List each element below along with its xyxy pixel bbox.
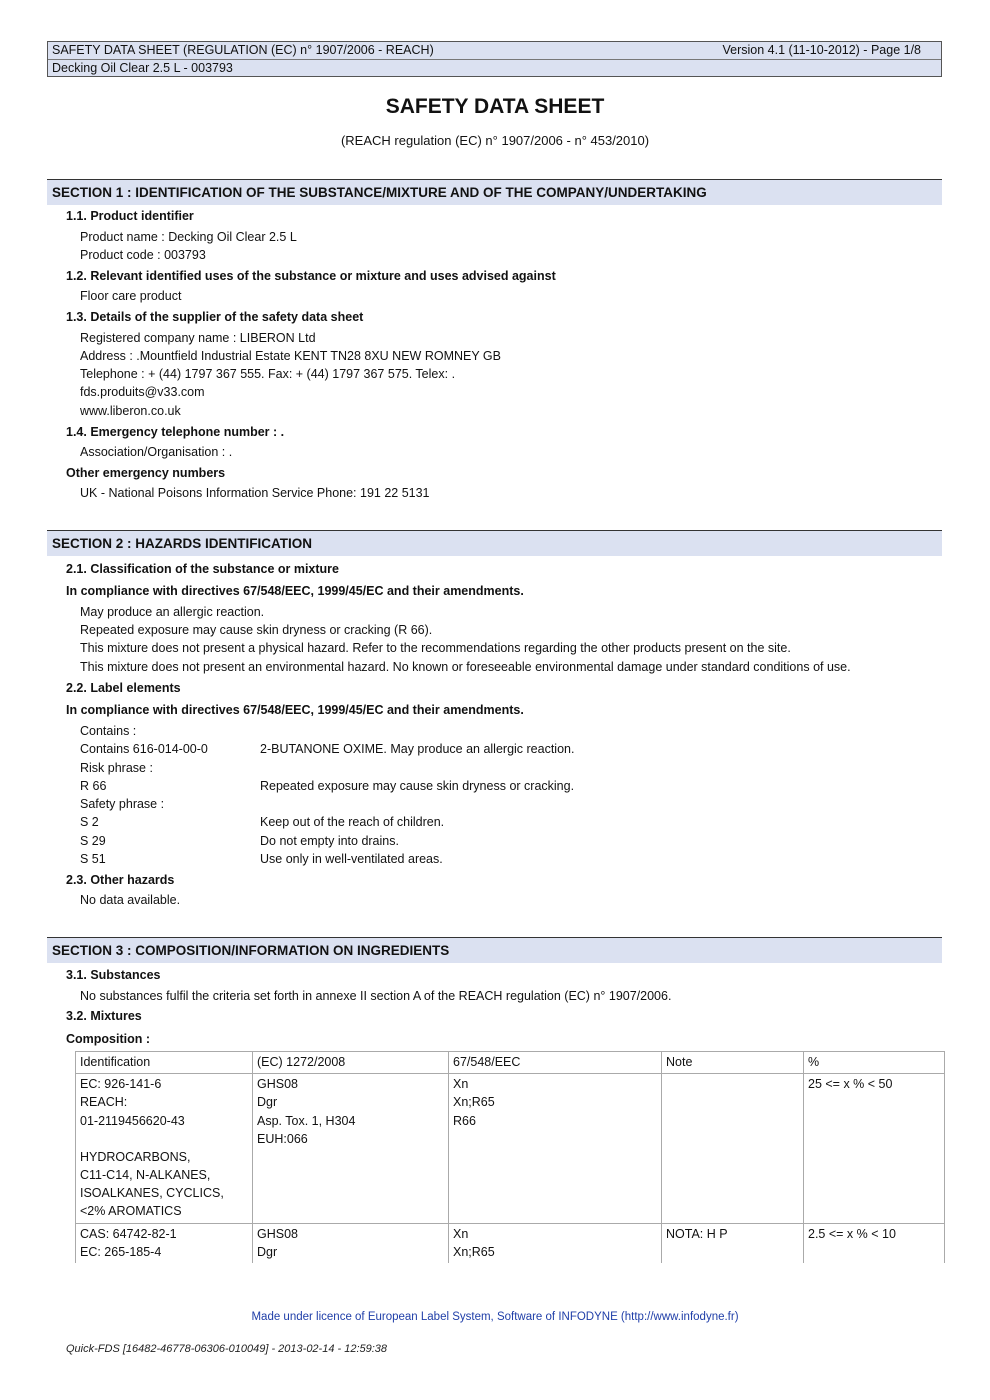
s12-heading: 1.2. Relevant identified uses of the substance or mixture and uses advised against [66,269,556,283]
hazard-line: Repeated exposure may cause skin dryness or cracking (R 66). [80,623,433,637]
section2-heading [47,530,942,556]
hazard-line: This mixture does not present an environmental hazard. No known or foreseeable environmental damage under standard conditions of use. [80,660,851,674]
company-email[interactable]: fds.produits@v33.com [80,385,205,399]
s2-text: Keep out of the reach of children. [260,815,445,829]
row1-id-line: C11-C14, N-ALKANES, [80,1168,211,1183]
section3-heading-text: SECTION 3 : COMPOSITION/INFORMATION ON INGREDIENTS [52,943,450,958]
row1-id-line: <2% AROMATICS [80,1204,182,1219]
col-ec-1272: (EC) 1272/2008 [253,1052,449,1074]
section2-heading-text: SECTION 2 : HAZARDS IDENTIFICATION [52,536,313,551]
contains-text: 2-BUTANONE OXIME. May produce an allergic reaction. [260,742,575,756]
hazard-line: May produce an allergic reaction. [80,605,265,619]
product-use: Floor care product [80,289,182,303]
s13-heading: 1.3. Details of the supplier of the safety data sheet [66,310,364,324]
footer-licence-link[interactable]: Made under licence of European Label System, Software of INFODYNE (http://www.infodyne.fr) [251,1311,739,1323]
row2-note: NOTA: H P [662,1223,804,1263]
row1-ec-line: EUH:066 [257,1131,308,1146]
row1-note [662,1074,804,1223]
row2-67-548-eec [449,1223,662,1263]
document-header [47,41,942,77]
row1-eec-line: Xn;R65 [453,1095,495,1110]
s2-code: S 2 [80,815,99,829]
col-identification: Identification [76,1052,253,1074]
compliance-heading-1: In compliance with directives 67/548/EEC, 1999/45/EC and their amendments. [66,584,524,598]
s32-heading: 3.2. Mixtures [66,1009,142,1023]
row1-id-line: REACH: [80,1095,128,1110]
s23-heading: 2.3. Other hazards [66,873,175,887]
page-subtitle: (REACH regulation (EC) n° 1907/2006 - n° 453/2010) [340,133,650,148]
compliance-heading-2: In compliance with directives 67/548/EEC, 1999/45/EC and their amendments. [66,703,524,717]
row1-identification [76,1074,253,1223]
page-title: SAFETY DATA SHEET [385,95,605,118]
contains-label: Contains : [80,724,137,738]
header-version: Version 4.1 (11-10-2012) - Page 1/8 [722,43,921,57]
s21-heading: 2.1. Classification of the substance or mixture [66,562,339,576]
row2-ec-1272 [253,1223,449,1263]
r66-code: R 66 [80,779,107,793]
row2-eec-line: Xn;R65 [453,1244,495,1259]
row2-id-line: CAS: 64742-82-1 [80,1226,177,1241]
table-row [76,1074,945,1223]
risk-phrase-label: Risk phrase : [80,761,153,775]
s31-heading: 3.1. Substances [66,968,161,982]
composition-label: Composition : [66,1032,151,1046]
association: Association/Organisation : . [80,445,233,459]
contains-code: Contains 616-014-00-0 [80,742,208,756]
row2-identification [76,1223,253,1263]
col-67-548-eec: 67/548/EEC [449,1052,662,1074]
section1-heading-text: SECTION 1 : IDENTIFICATION OF THE SUBSTANCE/MIXTURE AND OF THE COMPANY/UNDERTAKING [52,185,707,200]
row1-id-line: 01-2119456620-43 [80,1113,185,1128]
footer-quickfds-id: Quick-FDS [16482-46778-06306-010049] - 2013-02-14 - 12:59:38 [66,1343,388,1355]
col-percent: % [804,1052,945,1074]
product-name: Product name : Decking Oil Clear 2.5 L [80,230,297,244]
row2-percent: 2.5 <= x % < 10 [804,1223,945,1263]
company-telephone: Telephone : + (44) 1797 367 555. Fax: + (44) 1797 367 575. Telex: . [80,367,456,381]
row2-ec-line: Dgr [257,1244,278,1259]
company-website[interactable]: www.liberon.co.uk [80,404,181,418]
row1-ec-line: Dgr [257,1095,278,1110]
company-address: Address : .Mountfield Industrial Estate KENT TN28 8XU NEW ROMNEY GB [80,349,501,363]
row1-67-548-eec [449,1074,662,1223]
header-divider [48,59,941,60]
s14-heading: 1.4. Emergency telephone number : . [66,425,285,439]
company-name: Registered company name : LIBERON Ltd [80,331,316,345]
row1-ec-line: GHS08 [257,1077,298,1092]
table-header-row [76,1052,945,1074]
col-note: Note [662,1052,804,1074]
row1-percent: 25 <= x % < 50 [804,1074,945,1223]
section1-heading [47,179,942,205]
hazard-line: This mixture does not present a physical hazard. Refer to the recommendations regarding the other products present on the site. [80,641,791,655]
s29-text: Do not empty into drains. [260,834,399,848]
s29-code: S 29 [80,834,106,848]
r66-text: Repeated exposure may cause skin dryness or cracking. [260,779,575,793]
s51-text: Use only in well-ventilated areas. [260,852,443,866]
table-row [76,1223,945,1263]
header-doc-title: SAFETY DATA SHEET (REGULATION (EC) n° 1907/2006 - REACH) [52,43,434,57]
header-product: Decking Oil Clear 2.5 L - 003793 [52,61,233,75]
row1-eec-line: Xn [453,1077,469,1092]
row1-eec-line: R66 [453,1113,476,1128]
row1-ec-line: Asp. Tox. 1, H304 [257,1113,356,1128]
s22-heading: 2.2. Label elements [66,681,181,695]
section3-heading [47,937,942,963]
row2-ec-line: GHS08 [257,1226,298,1241]
row2-id-line: EC: 265-185-4 [80,1244,162,1259]
row1-id-spacer [80,1130,248,1148]
no-data-text: No data available. [80,893,181,907]
uk-emergency-number: UK - National Poisons Information Service Phone: 191 22 5131 [80,486,430,500]
s11-heading: 1.1. Product identifier [66,209,194,223]
other-emergency-heading: Other emergency numbers [66,466,226,480]
s51-code: S 51 [80,852,106,866]
safety-phrase-label: Safety phrase : [80,797,165,811]
row1-ec-1272 [253,1074,449,1223]
product-code: Product code : 003793 [80,248,206,262]
row1-id-line: ISOALKANES, CYCLICS, [80,1186,224,1201]
row2-eec-line: Xn [453,1226,469,1241]
substances-text: No substances fulfil the criteria set forth in annexe II section A of the REACH regulation (EC) n° 1907/2006. [80,989,672,1003]
row1-id-line: HYDROCARBONS, [80,1149,191,1164]
row1-id-line: EC: 926-141-6 [80,1077,162,1092]
composition-table [75,1051,945,1263]
